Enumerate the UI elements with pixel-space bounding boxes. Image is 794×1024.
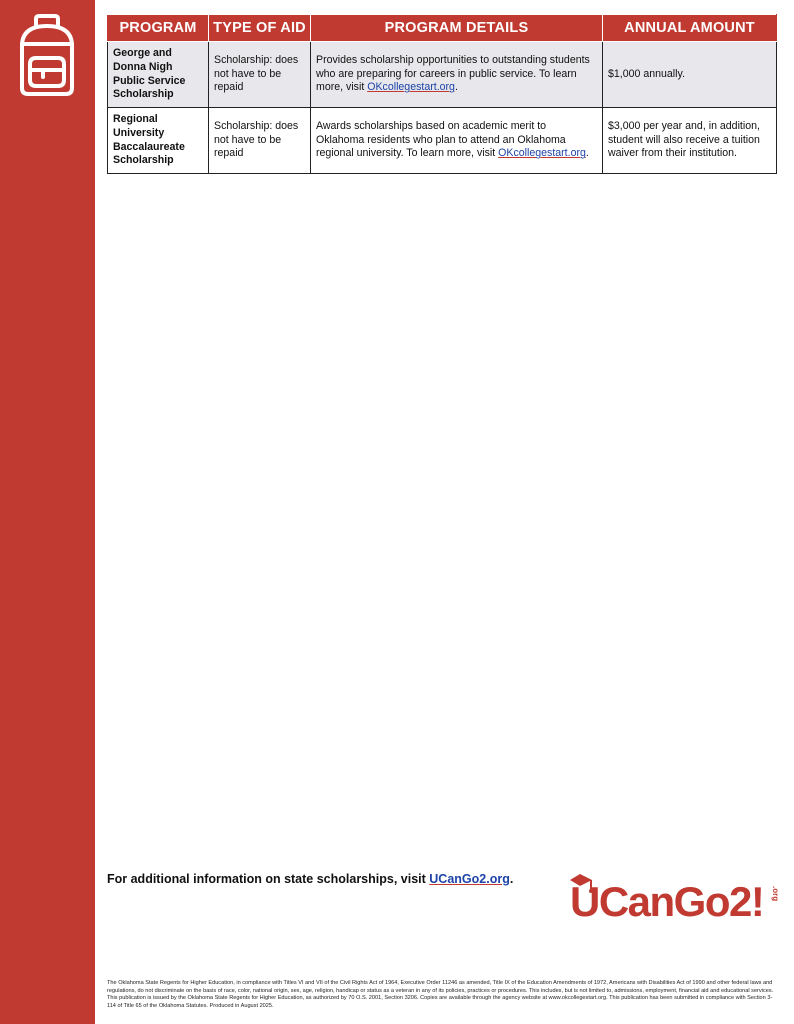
type-of-aid-cell: Scholarship: does not have to be repaid (209, 108, 311, 174)
program-details-cell (311, 108, 603, 174)
additional-info-line (107, 872, 513, 886)
column-header-annual-amount: ANNUAL AMOUNT (603, 15, 777, 42)
program-details-cell (311, 42, 603, 108)
details-text: Awards scholarships based on academic merit to Oklahoma residents who plan to attend an Oklahoma regional university. To learn more, visit (316, 119, 566, 160)
details-text: Provides scholarship opportunities to outstanding students who are preparing for careers in public service. To learn more, visit (316, 53, 590, 94)
column-header-type-of-aid: TYPE OF AID (209, 15, 311, 42)
additional-info-end: . (509, 872, 514, 886)
annual-amount-cell: $1,000 annually. (603, 42, 777, 108)
column-header-program: PROGRAM (108, 15, 209, 42)
details-end: . (454, 81, 458, 94)
table-row (108, 42, 777, 108)
type-of-aid-cell: Scholarship: does not have to be repaid (209, 42, 311, 108)
column-header-program-details: PROGRAM DETAILS (311, 15, 603, 42)
scholarship-table (107, 14, 776, 174)
program-name-cell: Regional University Baccalaureate Scholarship (108, 108, 209, 174)
okcollegestart-link[interactable]: OKcollegestart.org (498, 147, 586, 160)
legal-disclaimer: The Oklahoma State Regents for Higher Education, in compliance with Titles VI and VII of the Civil Rights Act of 1964, Executive Order 11246 as amended, Title IX of the Education Amendments of 1972, Americans with Disabilities Act of 1990 and other federal laws and regulations, do not discriminate on the basis of race, color, national origin, sex, age, religion, handicap or status as a veteran in any of its policies, practices or procedures. This includes, but is not limited to, admissions, employment, financial aid and educational services. This publication is issued by the Oklahoma State Regents for Higher Education, as authorized by 70 O.S. 2001, Section 3206. Copies are available through the agency website at www.okcollegestart.org. This publication has been submitted in compliance with Section 3-114 of Title 65 of the Oklahoma Statutes. Produced in August 2025. (107, 980, 774, 1009)
annual-amount-cell: $3,000 per year and, in addition, student will also receive a tuition waiver from their institution. (603, 108, 777, 174)
sidebar (0, 0, 95, 1024)
logo-wordmark: UCanGo2! (570, 878, 764, 920)
table-row (108, 108, 777, 174)
backpack-icon (14, 14, 80, 98)
program-name-cell: George and Donna Nigh Public Service Scholarship (108, 42, 209, 108)
logo-suffix: .org (771, 886, 780, 902)
okcollegestart-link[interactable]: OKcollegestart.org (367, 81, 455, 94)
table-header-row (108, 15, 777, 42)
details-end: . (585, 147, 589, 160)
additional-info-text: For additional information on state scholarships, visit (107, 872, 430, 886)
ucango2-link[interactable]: UCanGo2.org (429, 872, 510, 886)
ucango2-logo (566, 872, 781, 920)
